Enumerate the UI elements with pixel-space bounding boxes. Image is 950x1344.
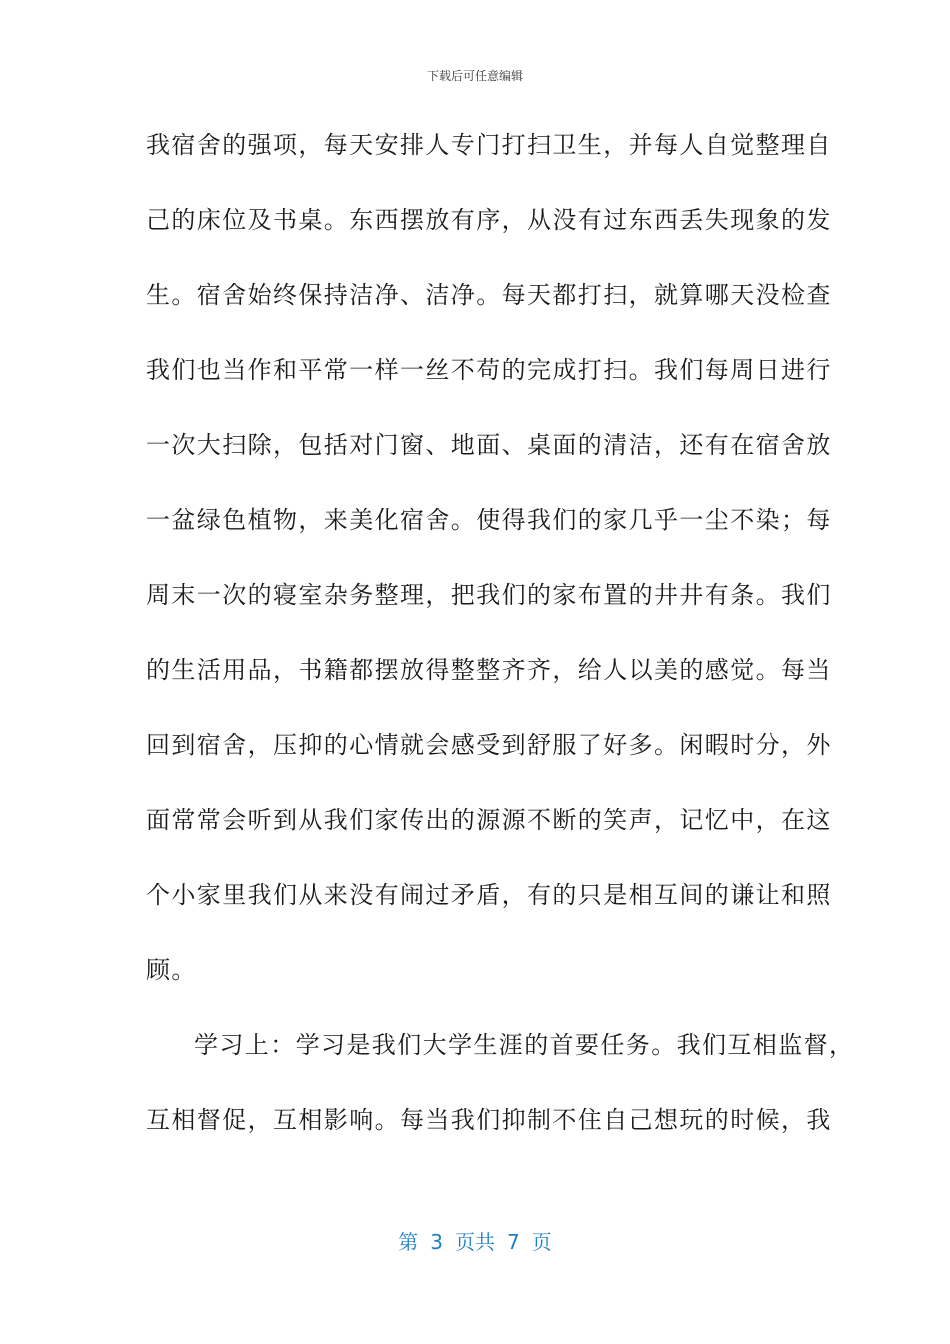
document-body [146, 122, 855, 1172]
text-line: 一盆绿色植物，来美化宿舍。使得我们的家几乎一尘不染；每 [146, 506, 832, 534]
footer-middle: 页共 [455, 1230, 495, 1254]
text-line: 的生活用品，书籍都摆放得整整齐齐，给人以美的感觉。每当 [146, 656, 832, 684]
text-line: 一次大扫除，包括对门窗、地面、桌面的清洁，还有在宿舍放 [146, 431, 832, 459]
text-line: 互相督促，互相影响。每当我们抑制不住自己想玩的时候，我 [146, 1106, 832, 1134]
paragraph-start-line: 学习上：学习是我们大学生涯的首要任务。我们互相监督， [194, 1031, 855, 1059]
current-page-number: 3 [430, 1230, 443, 1254]
page-footer [0, 1226, 950, 1255]
text-line: 周末一次的寝室杂务整理，把我们的家布置的井井有条。我们 [146, 581, 832, 609]
page-header: 下载后可任意编辑 [426, 69, 523, 83]
text-line: 顾。 [146, 956, 197, 984]
text-line: 生。宿舍始终保持洁净、洁净。每天都打扫，就算哪天没检查 [146, 281, 832, 309]
text-line: 己的床位及书桌。东西摆放有序，从没有过东西丢失现象的发 [146, 206, 832, 234]
total-page-count: 7 [507, 1230, 520, 1254]
text-line: 回到宿舍，压抑的心情就会感受到舒服了好多。闲暇时分，外 [146, 731, 832, 759]
text-line: 我们也当作和平常一样一丝不苟的完成打扫。我们每周日进行 [146, 356, 832, 384]
text-line: 个小家里我们从来没有闹过矛盾，有的只是相互间的谦让和照 [146, 881, 832, 909]
text-line: 我宿舍的强项，每天安排人专门打扫卫生，并每人自觉整理自 [146, 131, 832, 159]
footer-prefix: 第 [398, 1230, 419, 1254]
text-line: 面常常会听到从我们家传出的源源不断的笑声，记忆中，在这 [146, 806, 832, 834]
footer-suffix: 页 [531, 1230, 552, 1254]
